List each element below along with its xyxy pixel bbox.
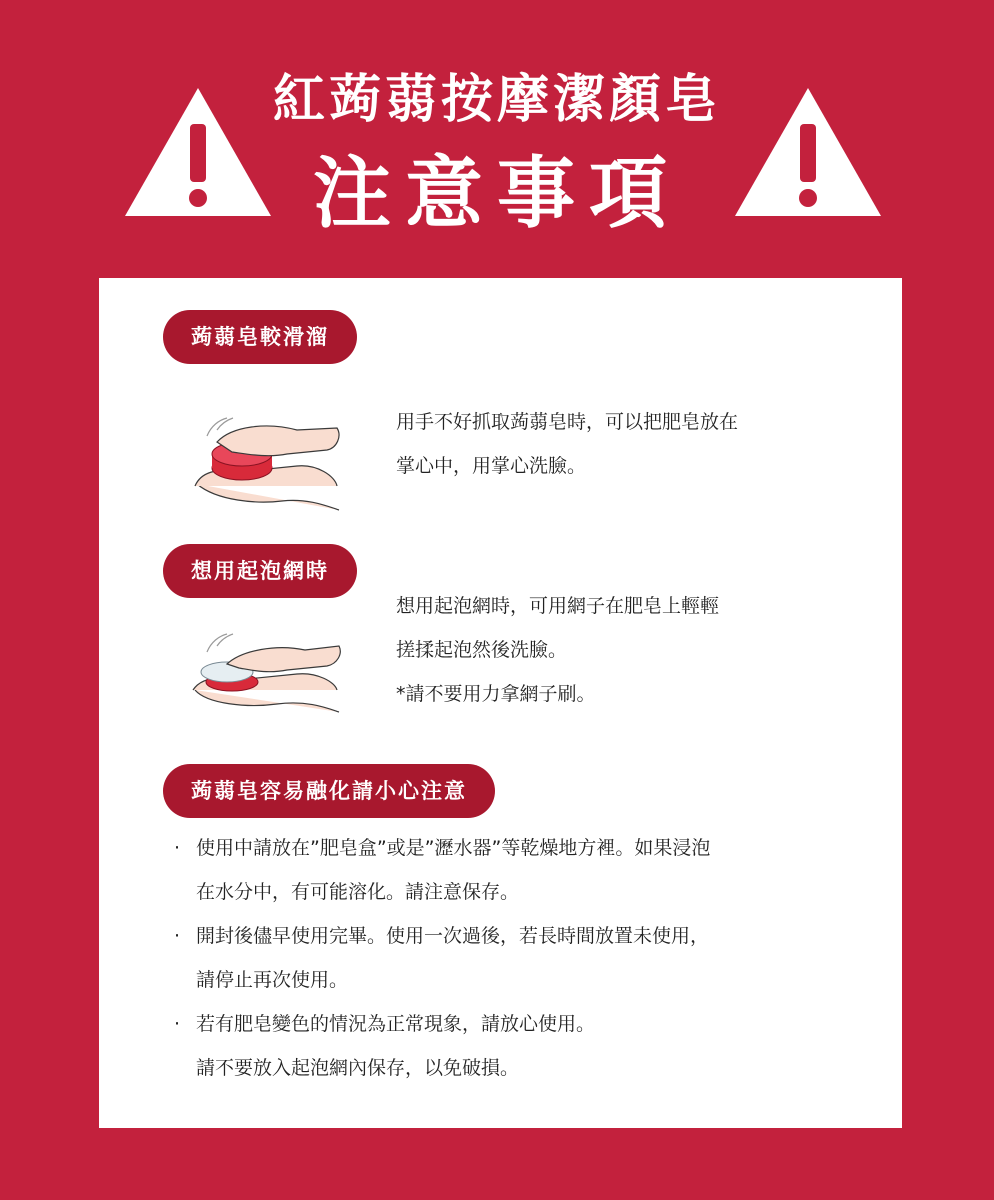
list-item: · 開封後儘早使用完畢。使用一次過後，若長時間放置未使用， [174,914,710,958]
bullet-dot: · [174,1013,181,1035]
section-heading-melting: 蒟蒻皂容易融化請小心注意 [163,764,495,818]
melting-notes-list [174,826,710,1090]
page-subtitle: 注意事項 [312,148,681,239]
notice-card [99,278,902,1128]
list-item: · 使用中請放在”肥皂盒”或是”瀝水器”等乾燥地方裡。如果浸泡 [174,826,710,870]
text-line: 想用起泡網時，可用網子在肥皂上輕輕 [396,595,720,617]
section-heading-slippery: 蒟蒻皂較滑溜 [163,310,357,364]
bullet-dot: · [174,925,181,947]
bullet-dot: · [174,837,181,859]
page-title: 紅蒟蒻按摩潔顏皂 [272,69,721,130]
section-text-foaming-net [396,584,719,716]
list-item-continuation: 在水分中，有可能溶化。請注意保存。 [196,881,520,903]
foaming-net-illustration [187,624,347,718]
list-item-continuation: 請停止再次使用。 [196,969,349,991]
text-line: 搓揉起泡然後洗臉。 [396,639,568,661]
header [0,0,994,275]
list-item-continuation: 請不要放入起泡網內保存，以免破損。 [196,1057,520,1079]
section-text-slippery [396,400,738,488]
text-line: *請不要用力拿網子刷。 [396,683,596,705]
hand-holding-soap-illustration [187,406,347,520]
list-item: · 若有肥皂變色的情況為正常現象，請放心使用。 [174,1002,710,1046]
text-line: 用手不好抓取蒟蒻皂時，可以把肥皂放在 [396,411,739,433]
section-heading-foaming-net: 想用起泡網時 [163,544,357,598]
text-line: 掌心中，用掌心洗臉。 [396,455,587,477]
